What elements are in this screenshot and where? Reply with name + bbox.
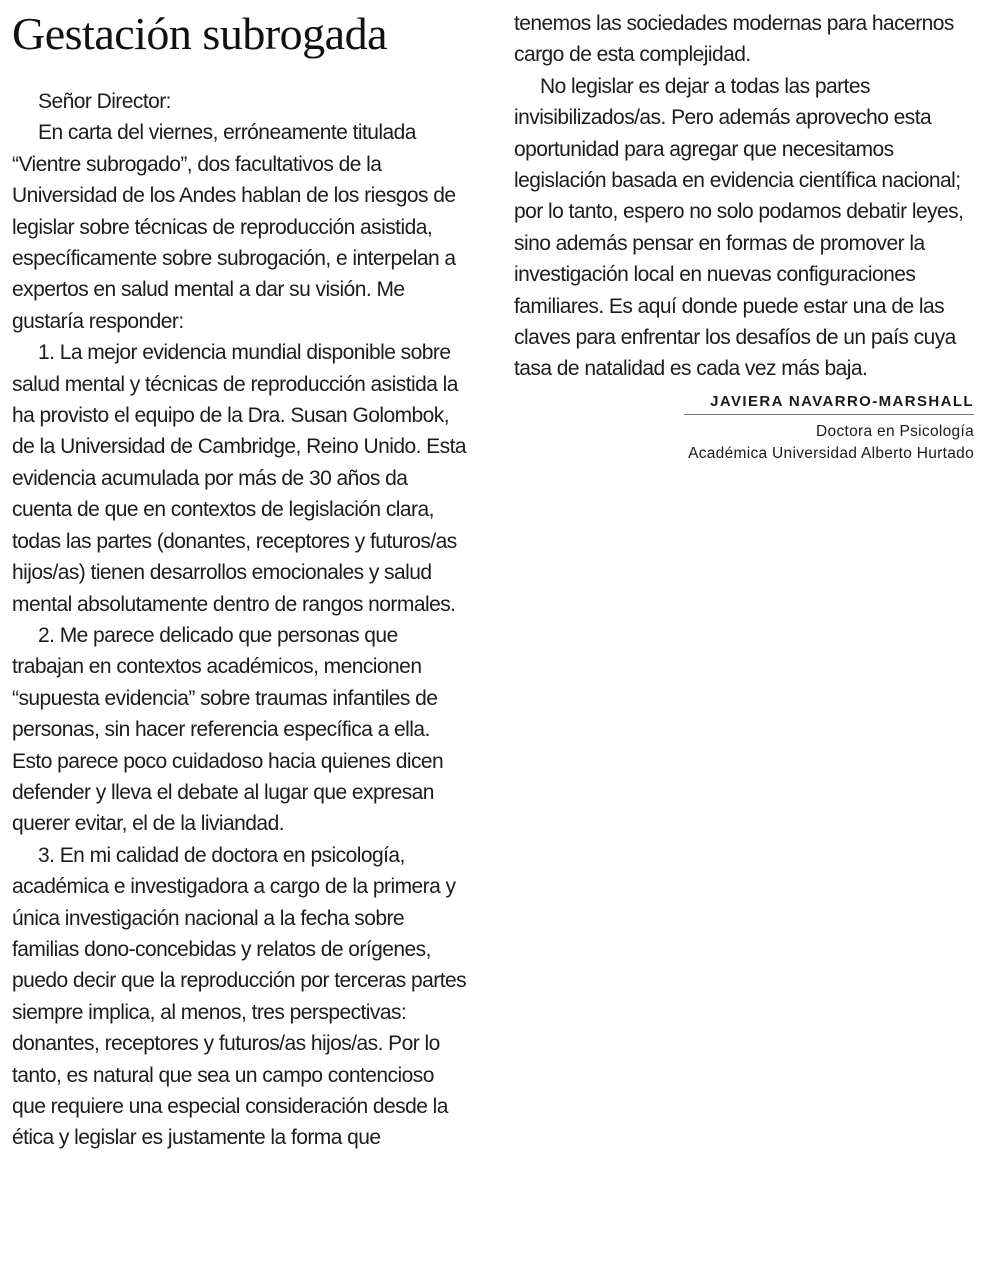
paragraph-point-1: 1. La mejor evidencia mundial disponible sobre salud mental y técnicas de reproducción asistida la ha provisto el equipo de la Dra. Susan Golombok, de la Universidad de Cambridge, Reino Unido. Esta evidencia acumulada por más de 30 años da cuenta de que en contextos de legislación clara, todas las partes (donantes, receptores y futuros/as hijos/as) tienen desarrollos emocionales y salud mental absolutamente dentro de rangos normales.: [12, 341, 466, 616]
signature-role-line-1: Doctora en Psicología: [816, 422, 974, 440]
signature-name: JAVIERA NAVARRO-MARSHALL: [684, 393, 974, 415]
salutation: Señor Director:: [38, 90, 171, 113]
right-body: [514, 8, 974, 385]
right-column: [514, 8, 974, 465]
paragraph-intro: En carta del viernes, erróneamente titulada “Vientre subrogado”, dos facultativos de la Universidad de los Andes hablan de los riesgos de legislar sobre técnicas de reproducción asistida, específicamente sobre subrogación, e interpelan a expertos en salud mental a dar su visión. Me gustaría responder:: [12, 121, 456, 333]
paragraph-closing: No legislar es dejar a todas las partes invisibilizados/as. Pero además aprovecho esta oportunidad para agregar que necesitamos legislación basada en evidencia científica nacional; por lo tanto, espero no solo podamos debatir leyes, sino además pensar en formas de promover la investigación local en nuevas configuraciones familiares. Es aquí donde puede estar una de las claves para enfrentar los desafíos de un país cuya tasa de natalidad es cada vez más baja.: [514, 74, 964, 381]
article-title: Gestación subrogada: [12, 8, 387, 59]
signature-role-line-2: Académica Universidad Alberto Hurtado: [688, 444, 974, 462]
left-column: [12, 8, 472, 1154]
signature-role: [514, 421, 974, 465]
paragraph-point-2: 2. Me parece delicado que personas que trabajan en contextos académicos, mencionen “supuesta evidencia” sobre traumas infantiles de personas, sin hacer referencia específica a ella. Esto parece poco cuidadoso hacia quienes dicen defender y lleva el debate al lugar que expresan querer evitar, el de la liviandad.: [12, 623, 444, 836]
paragraph-point-3: 3. En mi calidad de doctora en psicología, académica e investigadora a cargo de la primera y única investigación nacional a la fecha sobre familias dono-concebidas y relatos de orígenes, puedo decir que la reproducción por terceras partes siempre implica, al menos, tres perspectivas: donantes, receptores y futuros/as hijos/as. Por lo tanto, es natural que sea un campo contencioso que requiere una especial consideración desde la ética y legislar es justamente la forma que: [12, 843, 467, 1150]
paragraph-continuation: tenemos las sociedades modernas para hacernos cargo de esta complejidad.: [514, 12, 954, 67]
left-body: [12, 86, 472, 1154]
